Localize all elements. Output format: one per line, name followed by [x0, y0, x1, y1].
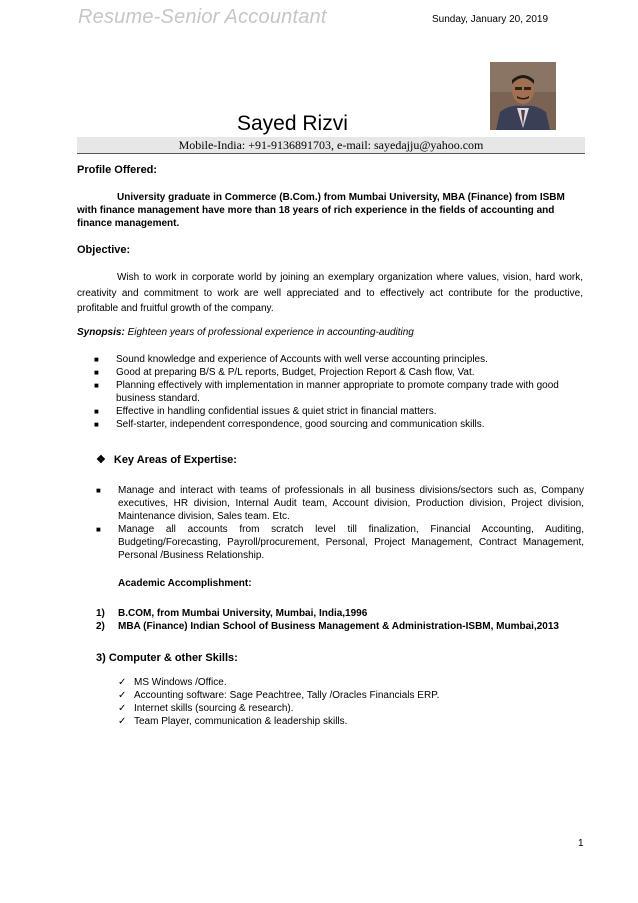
list-item: ✓ Accounting software: Sage Peachtree, Tally /Oracles Financials ERP.	[118, 690, 440, 701]
checkmark-icon: ✓	[118, 703, 127, 714]
profile-text	[77, 191, 583, 230]
document-header-title: Resume-Senior Accountant	[78, 6, 327, 28]
synopsis-label: Synopsis:	[77, 327, 125, 338]
list-item: 1) B.COM, from Mumbai University, Mumbai, India,1996	[96, 608, 368, 619]
document-header-date: Sunday, January 20, 2019	[432, 14, 549, 25]
profile-photo	[490, 62, 556, 130]
diamond-bullet-icon: ❖	[96, 454, 106, 466]
objective-text-content: Wish to work in corporate world by joining an exemplary organization where values, vision, hard work, creativity and commitment to work are well appreciated and to effectively act contribute for the productive, profitable and fruitful growth of the company.	[77, 272, 583, 314]
objective-heading: Objective:	[77, 244, 131, 256]
candidate-name: Sayed Rizvi	[237, 112, 348, 135]
profile-heading: Profile Offered:	[77, 164, 158, 176]
square-bullet-icon: ■	[96, 525, 101, 534]
square-bullet-icon: ■	[94, 368, 99, 377]
list-item: ■ Self-starter, independent correspondence, good sourcing and communication skills.	[94, 419, 485, 430]
square-bullet-icon: ■	[94, 420, 99, 429]
list-item: ■ Manage all accounts from scratch level till finalization, Financial Accounting, Auditing, Budgeting/Forecasting, Payroll/procurement, Personal, Project Management, Contract Management, Personal /Business Relationship.	[96, 524, 584, 561]
profile-text-content: University graduate in Commerce (B.Com.) from Mumbai University, MBA (Finance) from ISBM with finance management have more than 18 years of rich experience in the fields of accounting and finance management.	[77, 192, 565, 229]
checkmark-icon: ✓	[118, 690, 127, 701]
synopsis-text: Eighteen years of professional experience in accounting-auditing	[127, 327, 414, 338]
list-item: ■ Manage and interact with teams of professionals in all business divisions/sectors such as, Company executives, HR division, Internal Audit team, Account division, Production division, Project division, Maintenance division, Sales team. Etc.	[96, 485, 584, 522]
computer-skills-list	[118, 676, 439, 728]
square-bullet-icon: ■	[96, 486, 101, 495]
list-item: 2) MBA (Finance) Indian School of Business Management & Administration-ISBM, Mumbai,2013	[96, 621, 559, 632]
list-item: ■ Effective in handling confidential issues & quiet strict in financial matters.	[94, 406, 437, 417]
list-item: ✓ Internet skills (sourcing & research).	[118, 703, 294, 714]
expertise-list	[94, 484, 584, 562]
contact-info: Mobile-India: +91-9136891703, e-mail: sayedajju@yahoo.com	[77, 137, 585, 154]
square-bullet-icon: ■	[94, 355, 99, 364]
expertise-heading: ❖ Key Areas of Expertise:	[96, 454, 237, 466]
square-bullet-icon: ■	[94, 381, 99, 390]
checkmark-icon: ✓	[118, 716, 127, 727]
list-item: ■ Sound knowledge and experience of Accounts with well verse accounting principles.	[94, 354, 488, 365]
academic-heading: Academic Accomplishment:	[118, 578, 252, 589]
checkmark-icon: ✓	[118, 677, 127, 688]
square-bullet-icon: ■	[94, 407, 99, 416]
list-item: ✓ MS Windows /Office.	[118, 677, 227, 688]
academic-list	[96, 607, 559, 633]
synopsis-list	[92, 353, 586, 431]
synopsis-line	[77, 327, 414, 338]
list-item: ■ Planning effectively with implementation in manner appropriate to promote company trade with good business standard.	[94, 380, 559, 404]
objective-text	[77, 270, 583, 317]
computer-skills-heading: 3) Computer & other Skills:	[96, 652, 238, 664]
list-item: ✓ Team Player, communication & leadership skills.	[118, 716, 348, 727]
list-item: ■ Good at preparing B/S & P/L reports, Budget, Projection Report & Cash flow, Vat.	[94, 367, 475, 378]
page-number: 1	[578, 838, 584, 849]
